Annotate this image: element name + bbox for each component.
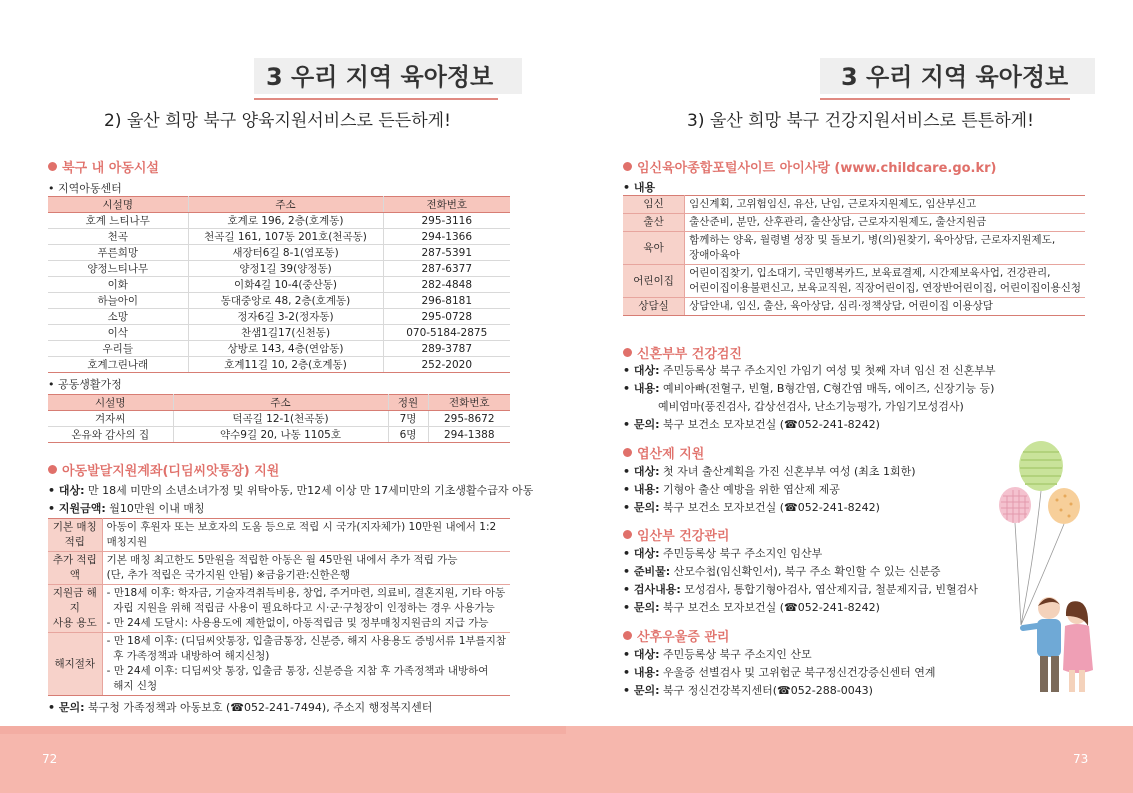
line-label: • 준비물: [623,565,671,578]
table-row [48,585,510,633]
amount-line [48,500,205,516]
table-row [48,229,510,245]
row-value: 상담안내, 임신, 출산, 육아상담, 심리·정책상담, 어린이집 이용상담 [685,298,1085,316]
info-line [623,362,996,378]
table-cell: 252-2020 [383,357,510,373]
info-line [623,682,873,698]
line-label: • 내용: [623,666,660,679]
line-label: • 대상: [623,648,660,661]
bullet-dot-icon [623,631,632,640]
table-header: 시설명 [48,395,173,411]
section-heading [623,343,742,362]
section-heading [623,626,729,645]
info-line [623,499,880,515]
line-label: • 문의: [48,701,85,714]
table-row [48,245,510,261]
table-row [48,309,510,325]
line-text: 북구 보건소 모자보건실 (☎052-241-8242) [659,418,880,431]
chapter-title: 3 우리 지역 육아정보 [266,63,494,91]
table-cell: 덕곡길 12-1(천곡동) [173,411,388,427]
table-header: 전화번호 [383,197,510,213]
child-center-table [48,196,510,373]
page-number-right: 73 [1073,752,1089,766]
table-cell: 약수9길 20, 나동 1105호 [173,427,388,443]
table-body [623,196,1085,316]
subsection-label: • 공동생활가정 [48,378,122,391]
table-cell: 282-4848 [383,277,510,293]
line-label: • 검사내용: [623,583,681,596]
row-value: 아동이 후원자 또는 보호자의 도움 등으로 적립 시 국가(지자체가) 10만원 내에서 1:2 매칭지원 [102,519,510,552]
table-row [48,357,510,373]
table-row [623,298,1085,316]
table-cell: 호계11길 10, 2층(호계동) [188,357,383,373]
table-cell: 294-1388 [428,427,510,443]
section-heading [623,157,997,176]
line-label: • 대상: [623,364,660,377]
bullet-dot-icon [623,530,632,539]
bullet-dot-icon [48,162,57,171]
table-cell: 호계 느티나무 [48,213,188,229]
table-cell: 295-0728 [383,309,510,325]
section-heading-text: 엽산제 지원 [637,447,705,462]
section-heading-text: 아동발달지원계좌(디딤씨앗통장) 지원 [62,464,280,479]
table-header: 정원 [388,395,428,411]
line-text: 기형아 출산 예방을 위한 엽산제 제공 [659,483,840,496]
table-cell: 새장터6길 8-1(염포동) [188,245,383,261]
row-value: - 만18세 이후: 학자금, 기술자격취득비용, 창업, 주거마련, 의료비, 결혼지원, 기타 아동 자립 지원을 위해 적립금 사용이 필요하다고 시·군·구청장이 인정하는 경우 사용가능 - 만 24세 도달시: 사용용도에 제한없이, 아동적립금 및 정부매칭지원금의 지급 가능 [102,585,510,633]
balloon-orange-icon [1048,488,1080,524]
section-heading-text: 신혼부부 건강검진 [637,347,742,362]
info-line [623,545,822,561]
table-cell: 동대중앙로 48, 2층(호계동) [188,293,383,309]
table-cell: 289-3787 [383,341,510,357]
table-header: 주소 [188,197,383,213]
table-row [623,232,1085,265]
info-line [623,380,994,396]
line-text: 만 18세 미만의 소년소녀가정 및 위탁아동, 만12세 이상 만 17세미만의 기초생활수급자 아동 [84,484,534,497]
line-text: 월10만원 이내 매칭 [105,502,205,515]
table-row [48,213,510,229]
table-row [623,265,1085,298]
row-key: 임신 [623,196,685,214]
table-cell: 이화 [48,277,188,293]
table-cell: 우리들 [48,341,188,357]
chapter-title: 3 우리 지역 육아정보 [841,63,1069,91]
row-key: 육아 [623,232,685,265]
table-row [623,196,1085,214]
bullet-dot-icon [623,448,632,457]
table-cell: 정자6길 3-2(정자동) [188,309,383,325]
line-text: 주민등록상 북구 주소지인 임산부 [659,547,823,560]
table-cell: 070-5184-2875 [383,325,510,341]
contact-line [48,699,432,715]
couple-balloons-illustration [985,430,1125,700]
page-footer [0,726,1133,793]
line-label: • 지원금액: [48,502,106,515]
page-number-left: 72 [42,752,58,766]
table-row [48,341,510,357]
info-line [623,581,978,597]
section-heading [48,460,279,479]
row-key: 상담실 [623,298,685,316]
line-text: 산모수첩(임신확인서), 북구 주소 확인할 수 있는 신분증 [670,565,941,578]
table-cell: 양정1길 39(양정동) [188,261,383,277]
line-text: 주민등록상 북구 주소지인 산모 [659,648,812,661]
table-cell: 296-8181 [383,293,510,309]
line-label: • 문의: [623,601,660,614]
info-line: 예비엄마(풍진검사, 갑상선검사, 난소기능평가, 가임기모성검사) [658,400,964,413]
row-value: 어린이집찾기, 입소대기, 국민행복카드, 보육료결제, 시간제보육사업, 건강관리, 어린이집이용불편신고, 보육교직원, 직장어린이집, 연장반어린이집, 어린이집이용신청 [685,265,1085,298]
line-text: 모성검사, 통합기형아검사, 엽산제지급, 철분제지급, 빈혈검사 [680,583,978,596]
table-header: 시설명 [48,197,188,213]
line-label: • 내용: [623,382,660,395]
table-cell: 287-5391 [383,245,510,261]
chapter-underline [820,98,1070,100]
savings-account-table [48,518,510,696]
row-value: 함께하는 양육, 월령별 성장 및 돌보기, 병(의)원찾기, 육아상담, 근로자지원제도, 장애아육아 [685,232,1085,265]
table-row [48,277,510,293]
table-body [48,519,510,696]
table-cell: 찬샘1길17(신천동) [188,325,383,341]
table-header: 주소 [173,395,388,411]
man-figure-icon [1023,597,1061,692]
section-heading-text: 임산부 건강관리 [637,529,730,544]
subsection-label: • 내용 [623,181,656,194]
table-cell: 소망 [48,309,188,325]
table-cell: 이화4길 10-4(중산동) [188,277,383,293]
table-cell: 294-1366 [383,229,510,245]
info-line [623,646,812,662]
section-heading-text: 북구 내 아동시설 [62,161,159,176]
info-line [623,563,940,579]
row-key: 해지절차 [48,633,102,696]
row-value: 출산준비, 분만, 산후관리, 출산상담, 근로자지원제도, 출산지원금 [685,214,1085,232]
info-line [623,463,916,479]
line-text: 첫 자녀 출산계획을 가진 신혼부부 여성 (최초 1회한) [659,465,916,478]
info-line [623,599,880,615]
bullet-dot-icon [623,348,632,357]
table-cell: 온유와 감사의 집 [48,427,173,443]
table-header: 전화번호 [428,395,510,411]
left-page [0,0,566,726]
row-value: - 만 18세 이후: (디딤씨앗통장, 입출금통장, 신분증, 해지 사용용도 증빙서류 1부를지참 후 가족정책과 내방하여 해지신청) - 만 24세 이후: 디딤씨앗 통장, 입출금 통장, 신분증을 지참 후 가족정책과 내방하여 해지 신청 [102,633,510,696]
section-heading [623,525,729,544]
line-text: 북구청 가족정책과 아동보호 (☎052-241-7494), 주소지 행정복지센터 [84,701,433,714]
table-cell: 양정느티나무 [48,261,188,277]
section-heading [623,443,704,462]
table-cell: 상방로 143, 4층(연암동) [188,341,383,357]
table-cell: 7명 [388,411,428,427]
row-key: 기본 매칭 적립 [48,519,102,552]
table-row [48,633,510,696]
bullet-dot-icon [623,162,632,171]
line-label: • 대상: [623,547,660,560]
row-key: 출산 [623,214,685,232]
table-cell: 천곡 [48,229,188,245]
table-cell: 호계그린나래 [48,357,188,373]
row-value: 기본 매칭 최고한도 5만원을 적립한 아동은 월 45만원 내에서 추가 적립 가능 (단, 추가 적립은 국가지원 안됨) ※금융기관:신한은행 [102,552,510,585]
table-cell: 푸른희망 [48,245,188,261]
section-heading-text: 임신육아종합포털사이트 아이사랑 (www.childcare.go.kr) [637,161,997,176]
balloon-pink-icon [999,487,1031,523]
table-row [48,411,510,427]
table-cell: 하늘아이 [48,293,188,309]
table-row [48,293,510,309]
row-key: 지원금 해지 사용 용도 [48,585,102,633]
table-row [48,519,510,552]
row-key: 어린이집 [623,265,685,298]
info-line [623,664,936,680]
line-text: 북구 정신건강복지센터(☎052-288-0043) [659,684,873,697]
table-body [48,213,510,373]
section-subtitle: 2) 울산 희망 북구 양육지원서비스로 든든하게! [104,111,451,131]
table-row [48,261,510,277]
section-heading-text: 산후우울증 관리 [637,630,730,645]
table-body [48,411,510,443]
line-label: • 내용: [623,483,660,496]
target-line [48,482,533,498]
balloon-green-icon [1019,441,1063,491]
table-cell: 295-3116 [383,213,510,229]
info-line [623,481,840,497]
bullet-dot-icon [48,465,57,474]
line-text: 우울증 선별검사 및 고위험군 북구정신건강증신센터 연계 [659,666,936,679]
table-cell: 6명 [388,427,428,443]
line-text: 예비아빠(전혈구, 빈혈, B형간염, C형간염 매독, 에이즈, 신장기능 등) [659,382,995,395]
group-home-table [48,394,510,443]
table-cell: 295-8672 [428,411,510,427]
row-key: 추가 적립액 [48,552,102,585]
table-row [623,214,1085,232]
table-row [48,552,510,585]
line-text: 북구 보건소 모자보건실 (☎052-241-8242) [659,601,880,614]
footer-stripe [0,726,566,734]
line-label: • 대상: [623,465,660,478]
line-text: 북구 보건소 모자보건실 (☎052-241-8242) [659,501,880,514]
chapter-underline [254,98,498,100]
line-label: • 문의: [623,418,660,431]
portal-content-table [623,195,1085,316]
table-row [48,325,510,341]
table-cell: 천곡길 161, 107동 201호(천곡동) [188,229,383,245]
table-row [48,427,510,443]
table-cell: 겨자씨 [48,411,173,427]
info-line [623,416,880,432]
line-text: 주민등록상 북구 주소지인 가임기 여성 및 첫째 자녀 임신 전 신혼부부 [659,364,996,377]
line-label: • 문의: [623,684,660,697]
section-heading [48,157,159,176]
subsection-label: • 지역아동센터 [48,182,122,195]
woman-figure-icon [1063,601,1093,692]
table-cell: 호계로 196, 2층(호계동) [188,213,383,229]
line-label: • 문의: [623,501,660,514]
section-subtitle: 3) 울산 희망 북구 건강지원서비스로 튼튼하게! [687,111,1034,131]
row-value: 임신계획, 고위험임신, 유산, 난임, 근로자지원제도, 임산부신고 [685,196,1085,214]
table-cell: 이삭 [48,325,188,341]
line-label: • 대상: [48,484,85,497]
table-cell: 287-6377 [383,261,510,277]
